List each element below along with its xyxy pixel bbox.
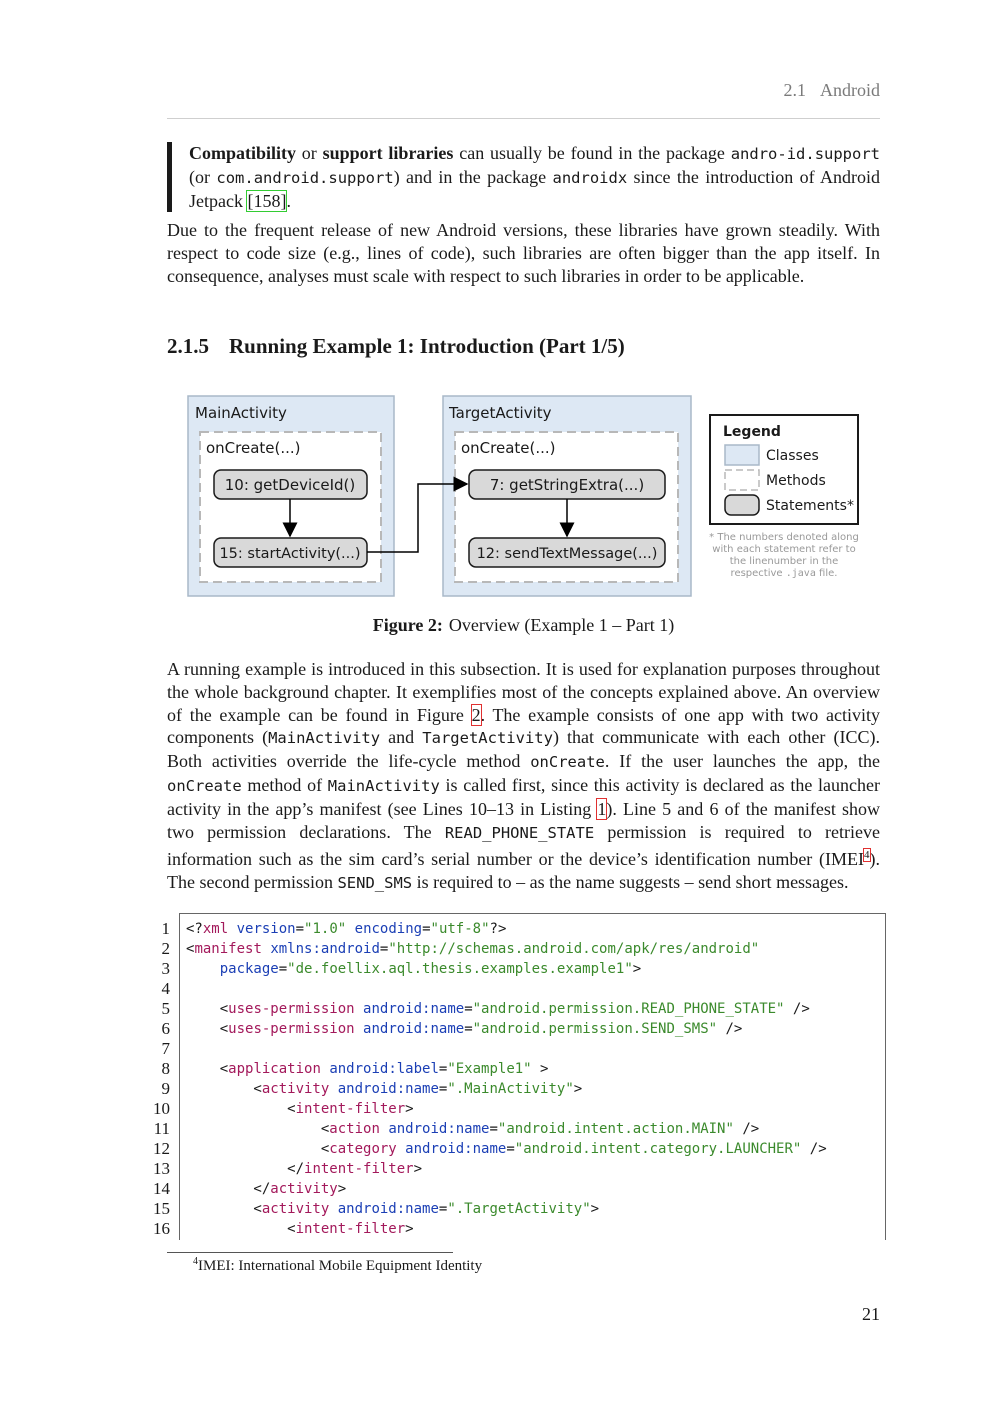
code-token: > — [531, 1061, 549, 1077]
code-text — [186, 1059, 548, 1079]
statement-label-sendtextmessage: 12: sendTextMessage(...) — [476, 546, 658, 562]
code-token: ".MainActivity" — [447, 1081, 574, 1097]
code-token: = — [438, 1081, 448, 1097]
footnote-number: 4 — [193, 1256, 198, 1267]
code-token: = — [464, 1021, 473, 1037]
text-run: ) that communicate with each other (ICC). Both activities override the life-cycle method — [167, 727, 880, 772]
overview-figure — [180, 388, 880, 598]
statement-label-getstringextra: 7: getStringExtra(...) — [489, 476, 645, 494]
code-token: manifest — [194, 941, 262, 957]
code-text — [186, 919, 506, 939]
code-token: = — [464, 1001, 473, 1017]
code-line — [153, 1119, 885, 1139]
code-token: = — [278, 961, 288, 977]
code-token: < — [186, 1101, 296, 1117]
code-token: = — [422, 921, 431, 937]
inline-code: MainActivity — [268, 729, 381, 748]
callout-text-part: can usually be found in the package — [453, 143, 731, 163]
footnote-text: IMEI: International Mobile Equipment Identity — [198, 1258, 483, 1274]
inline-code: onCreate — [530, 753, 605, 772]
code-token: application — [228, 1061, 321, 1077]
code-token: intent-filter — [295, 1221, 406, 1237]
code-token — [329, 1201, 337, 1217]
statement-label-startactivity: 15: startActivity(...) — [219, 546, 361, 562]
text-run: . The example consists of one app with two activity components ( — [167, 704, 880, 748]
line-number: 12 — [153, 1139, 170, 1158]
legend-swatch-statements — [725, 495, 759, 515]
class-label-targetactivity: TargetActivity — [449, 404, 552, 422]
line-number: 7 — [161, 1039, 170, 1058]
line-number: 6 — [161, 1019, 170, 1038]
legend-label-statements: Statements* — [766, 498, 854, 514]
header-rule — [167, 118, 880, 119]
code-line — [153, 1159, 885, 1179]
inline-code: onCreate — [167, 776, 242, 795]
figure-ref-link[interactable]: 2 — [471, 704, 481, 725]
code-token: </ — [186, 1161, 305, 1177]
line-number: 8 — [161, 1059, 170, 1078]
code-token: intent-filter — [304, 1161, 414, 1177]
code-token: "de.foellix.aql.thesis.examples.example1" — [287, 961, 633, 977]
code-token — [186, 961, 220, 977]
code-token: /> — [733, 1121, 760, 1137]
code-token: activity — [270, 1181, 338, 1197]
code-token: android:name — [363, 1021, 465, 1037]
code-line — [161, 979, 885, 999]
code-token: = — [489, 1121, 498, 1137]
callout-text-part: (or — [189, 166, 217, 187]
code-line — [161, 1019, 885, 1039]
code-token: < — [186, 1141, 330, 1157]
line-number: 14 — [153, 1179, 170, 1198]
code-token: = — [438, 1061, 448, 1077]
text-run: is called first, since this activity is declared as the launcher activity in the app’s manifest (see Lines 10–13 in Listing — [167, 774, 880, 819]
code-line — [153, 1179, 885, 1199]
line-number: 16 — [153, 1219, 170, 1238]
code-token: uses-permission — [228, 1001, 355, 1017]
code-token: = — [379, 941, 389, 957]
code-line — [153, 1199, 885, 1219]
code-token: ?> — [489, 921, 507, 937]
code-token: android:name — [363, 1001, 465, 1017]
line-number: 1 — [161, 919, 170, 938]
callout-text-part: ) and in the package — [393, 166, 553, 187]
section-heading — [167, 334, 625, 359]
code-token: = — [295, 921, 305, 937]
legend-note-line-4 — [731, 568, 838, 579]
text-run: method of — [241, 774, 328, 795]
code-line — [153, 1219, 885, 1239]
code-token: "utf-8" — [430, 921, 490, 937]
footnote-ref-link[interactable]: 4 — [864, 849, 870, 862]
code-token: < — [186, 1001, 229, 1017]
line-number: 9 — [161, 1079, 170, 1098]
inline-code: MainActivity — [327, 776, 440, 795]
line-number: 13 — [153, 1159, 170, 1178]
code-token: < — [186, 1221, 296, 1237]
legend-label-classes: Classes — [766, 448, 819, 464]
definition-callout — [167, 142, 880, 212]
paragraph-running-example — [167, 658, 880, 895]
code-token: ".TargetActivity" — [447, 1201, 591, 1217]
code-token: intent-filter — [295, 1101, 406, 1117]
code-token: category — [329, 1141, 397, 1157]
code-line — [153, 1099, 885, 1119]
line-number: 4 — [161, 979, 170, 998]
code-token: "http://schemas.android.com/apk/res/android" — [388, 941, 760, 957]
code-text — [186, 939, 759, 959]
code-token: /> — [784, 1001, 810, 1017]
code-text — [186, 1159, 422, 1179]
code-token: "android.intent.action.MAIN" — [497, 1121, 734, 1137]
callout-term-compatibility: Compatibility — [189, 143, 297, 163]
code-token: action — [329, 1121, 380, 1137]
code-token — [228, 921, 236, 937]
callout-text — [189, 142, 880, 212]
text-run: ). The second permission — [167, 849, 880, 893]
header-section-title: Android — [820, 80, 880, 100]
code-token: < — [186, 1121, 330, 1137]
code-token: "android.permission.SEND_SMS" — [472, 1021, 718, 1037]
code-token: <? — [186, 921, 203, 937]
code-token: package — [219, 961, 279, 977]
code-token: android:name — [337, 1081, 439, 1097]
code-token: "android.intent.category.LAUNCHER" — [514, 1141, 802, 1157]
footnote-rule — [167, 1252, 453, 1253]
legend-note-line-3: the linenumber in the — [729, 556, 839, 567]
text-run: . If the user launches the app, the — [604, 751, 880, 772]
legend-note-code: .java — [785, 568, 816, 579]
line-number: 15 — [153, 1199, 170, 1218]
code-token — [397, 1141, 405, 1157]
running-header — [784, 80, 881, 101]
section-number: 2.1.5 — [167, 334, 209, 358]
code-token: </ — [186, 1181, 271, 1197]
callout-term-support-libraries: support libraries — [322, 143, 454, 163]
code-token: "Example1" — [447, 1061, 532, 1077]
code-token: uses-permission — [228, 1021, 355, 1037]
section-title: Running Example 1: Introduction (Part 1/5) — [229, 334, 625, 358]
text-run: A running example is introduced in this subsection. It is used for explanation purposes throughout the whole background chapter. It exemplifies most of the concepts explained above. An overview of the example can be found in Figure — [167, 659, 880, 725]
code-token: > — [590, 1201, 600, 1217]
code-token: > — [405, 1221, 414, 1237]
callout-code-android-support: andro-id.support — [730, 145, 881, 163]
legend-note-line-1: * The numbers denoted along — [709, 532, 859, 543]
code-token — [355, 1021, 363, 1037]
code-token: /> — [717, 1021, 743, 1037]
code-line — [161, 939, 885, 959]
code-text — [186, 999, 810, 1019]
line-number: 10 — [153, 1099, 170, 1118]
code-text — [186, 1139, 827, 1159]
line-number: 2 — [161, 939, 170, 958]
text-run: and — [380, 727, 423, 748]
code-token: > — [413, 1161, 423, 1177]
figure-caption — [167, 615, 880, 636]
inline-code: TargetActivity — [422, 729, 553, 748]
code-token: < — [186, 1021, 229, 1037]
code-token: xmlns:android — [270, 941, 380, 957]
code-token: android:name — [388, 1121, 490, 1137]
code-token: /> — [801, 1141, 827, 1157]
code-text — [186, 1019, 742, 1039]
code-token: > — [632, 961, 642, 977]
code-token: "1.0" — [304, 921, 347, 937]
figure-caption-label: Figure 2: — [372, 615, 443, 635]
code-token: activity — [261, 1201, 330, 1217]
callout-code-androidx: androidx — [552, 168, 628, 187]
code-text — [186, 1179, 346, 1199]
code-token: android:label — [329, 1061, 439, 1077]
code-text — [186, 959, 641, 979]
code-token: = — [438, 1201, 448, 1217]
method-label-mainactivity-oncreate: onCreate(...) — [206, 439, 301, 457]
code-text — [186, 1099, 414, 1119]
method-label-targetactivity-oncreate: onCreate(...) — [461, 439, 556, 457]
listing-ref-link[interactable]: 1 — [597, 798, 607, 819]
code-token: "android.permission.READ_PHONE_STATE" — [472, 1001, 785, 1017]
legend-swatch-classes — [725, 445, 759, 465]
code-text — [186, 1199, 599, 1219]
code-token: activity — [261, 1081, 330, 1097]
legend-swatch-methods — [725, 470, 759, 490]
legend-label-methods: Methods — [766, 473, 826, 489]
code-token: < — [186, 1061, 229, 1077]
figure-caption-text: Overview (Example 1 – Part 1) — [448, 615, 675, 635]
code-line — [161, 999, 885, 1019]
class-label-mainactivity: MainActivity — [195, 404, 287, 422]
line-number: 5 — [161, 999, 170, 1018]
text-run: permission is required to retrieve information such as the sim card’s serial number or the device’s identification number (IMEI — [167, 821, 880, 870]
code-line — [153, 1139, 885, 1159]
code-token — [346, 921, 354, 937]
code-token: encoding — [354, 921, 423, 937]
code-token: = — [506, 1141, 515, 1157]
page-number: 21 — [862, 1304, 880, 1324]
code-line — [161, 919, 885, 939]
code-token: android:name — [405, 1141, 507, 1157]
code-token: < — [186, 1081, 262, 1097]
text-run: ). Line 5 and 6 of the manifest show two permission declarations. The — [167, 798, 881, 842]
legend-note-text: respective — [730, 568, 786, 579]
code-listing — [153, 913, 886, 1240]
line-number: 3 — [161, 959, 170, 978]
callout-text-part: or — [296, 143, 323, 163]
citation-link-158[interactable]: [158] — [247, 190, 287, 211]
code-text — [186, 1079, 582, 1099]
code-token: version — [236, 921, 296, 937]
code-token: < — [186, 941, 195, 957]
code-line — [161, 1039, 885, 1059]
callout-text-part: since the introduction of Android Jetpack — [189, 166, 880, 211]
code-token: > — [337, 1181, 347, 1197]
code-line — [161, 1079, 885, 1099]
code-token — [329, 1081, 337, 1097]
footnote — [193, 1256, 482, 1275]
code-text — [186, 1119, 759, 1139]
callout-text-part: . — [286, 190, 291, 211]
inline-code: READ_PHONE_STATE — [444, 823, 595, 842]
legend-title: Legend — [723, 424, 781, 440]
code-line — [161, 959, 885, 979]
code-line — [161, 1059, 885, 1079]
statement-label-getdeviceid: 10: getDeviceId() — [224, 476, 356, 494]
inline-code: SEND_SMS — [337, 874, 413, 893]
callout-code-com-android-support: com.android.support — [216, 168, 394, 187]
line-number: 11 — [153, 1119, 170, 1138]
code-token — [355, 1001, 363, 1017]
code-token: > — [573, 1081, 583, 1097]
code-text — [186, 1219, 414, 1239]
code-token: xml — [202, 921, 229, 937]
code-token: > — [405, 1101, 414, 1117]
paragraph-libraries: Due to the frequent release of new Android versions, these libraries have grown steadily. With respect to code size (e.g., lines of code), such libraries are often bigger than the app itself. In consequence, analyses must scale with respect to such libraries in order to be applicable. — [167, 220, 880, 286]
header-section-number: 2.1 — [783, 80, 806, 100]
code-token: < — [186, 1201, 262, 1217]
legend-note-line-2: with each statement refer to — [712, 544, 856, 555]
code-token: android:name — [337, 1201, 439, 1217]
text-run: is required to – as the name suggests – send short messages. — [412, 872, 849, 893]
legend-note-text: file. — [815, 568, 838, 579]
